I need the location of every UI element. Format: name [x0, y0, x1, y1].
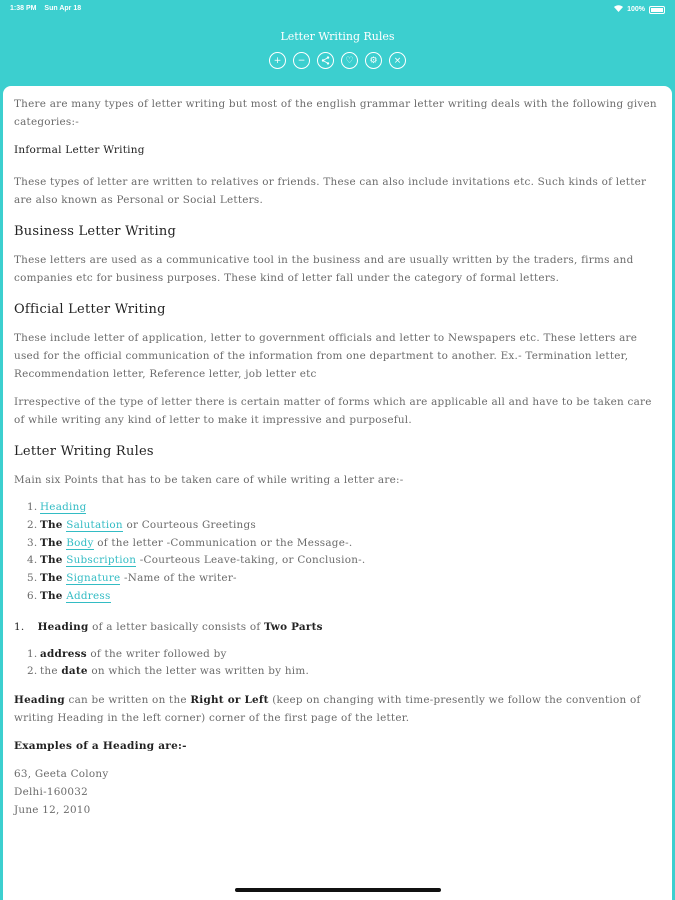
zoom-in-button[interactable]: [269, 52, 286, 69]
note-text: (keep on changing with time-presently we follow the convention of writing Heading in the left corner) corner of the first page of the letter.: [14, 693, 641, 724]
share-button[interactable]: [317, 52, 334, 69]
example-address: [14, 765, 661, 819]
part-pre: the: [40, 665, 58, 678]
rules-list: [14, 499, 661, 606]
address-line: Delhi-160032: [14, 785, 88, 798]
official-text: These include letter of application, letter to government officials and letter to Newspapers etc. These letters are used for the official communication of the information from one department to another. Ex.- Termination letter, Recommendation letter, Reference letter, job letter etc: [14, 332, 638, 380]
business-text: These letters are used as a communicative tool in the business and are usually written by the traders, firms and companies etc for business purposes. These kind of letter fall under the category of formal letters.: [14, 254, 634, 284]
toolbar: [0, 52, 675, 69]
heading-bold: Heading: [37, 620, 89, 633]
heading-note: [14, 691, 661, 727]
rule-suffix: -Name of the writer-: [124, 572, 237, 585]
status-date: Sun Apr 18: [44, 5, 82, 12]
rule-prefix: The: [40, 536, 63, 549]
business-heading: Business Letter Writing: [14, 224, 177, 239]
battery-percent: 100%: [627, 6, 645, 13]
body-link[interactable]: Body: [66, 536, 94, 549]
heading-parts-intro: [14, 618, 661, 636]
favorite-button[interactable]: [341, 52, 358, 69]
rule-prefix: The: [40, 518, 63, 531]
page-title: Letter Writing Rules: [280, 30, 395, 43]
minus-icon: −: [297, 55, 306, 66]
address-link[interactable]: Address: [66, 589, 111, 602]
rule-suffix: of the letter -Communication or the Message-.: [97, 536, 353, 549]
part-text: on which the letter was written by him.: [91, 665, 310, 678]
gear-icon: ⚙: [369, 55, 378, 66]
list-item: [27, 570, 661, 588]
irrespective-text: Irrespective of the type of letter there is certain matter of forms which are applicable all and have to be taken care of while writing any kind of letter to make it impressive and purposeful.: [14, 396, 652, 426]
status-time: 1:38 PM: [10, 5, 37, 12]
list-number: 2.: [27, 665, 38, 678]
settings-button[interactable]: [365, 52, 382, 69]
address-line: 63, Geeta Colony: [14, 767, 109, 780]
status-bar: [0, 0, 675, 18]
two-parts-bold: Two Parts: [264, 620, 323, 633]
part-bold: address: [40, 647, 87, 660]
rule-suffix: or Courteous Greetings: [126, 518, 256, 531]
list-item: [27, 663, 661, 681]
heading-parts-list: [14, 646, 661, 681]
examples-heading: Examples of a Heading are:-: [14, 739, 187, 752]
list-number: 4.: [27, 554, 38, 567]
intro-text: There are many types of letter writing but most of the english grammar letter writing deals with the following given categories:-: [14, 98, 657, 128]
list-number: 6.: [27, 589, 38, 602]
heading-item-text: of a letter basically consists of: [92, 620, 261, 633]
list-item: [27, 535, 661, 553]
informal-heading: Informal Letter Writing: [14, 144, 145, 156]
close-icon: ×: [393, 55, 402, 66]
rule-prefix: The: [40, 554, 63, 567]
list-number: 1.: [27, 647, 38, 660]
close-button[interactable]: [389, 52, 406, 69]
signature-link[interactable]: Signature: [66, 572, 121, 585]
battery-icon: [649, 6, 665, 14]
rule-suffix: -Courteous Leave-taking, or Conclusion-.: [139, 554, 366, 567]
list-item: [27, 517, 661, 535]
wifi-icon: [614, 5, 623, 14]
rules-heading: Letter Writing Rules: [14, 444, 154, 459]
address-line: June 12, 2010: [14, 803, 91, 816]
note-bold: Heading: [14, 693, 65, 706]
part-bold: date: [61, 665, 88, 678]
part-text: of the writer followed by: [90, 647, 227, 660]
note-bold: Right or Left: [190, 693, 269, 706]
informal-text: These types of letter are written to relatives or friends. These can also include invitations etc. Such kinds of letter are also known as Personal or Social Letters.: [14, 176, 647, 206]
list-number: 5.: [27, 572, 38, 585]
rules-intro: Main six Points that has to be taken care of while writing a letter are:-: [14, 474, 404, 486]
list-item: [27, 499, 661, 517]
list-number: 1.: [14, 620, 25, 633]
official-heading: Official Letter Writing: [14, 302, 166, 317]
heart-icon: ♡: [345, 55, 354, 66]
subscription-link[interactable]: Subscription: [66, 554, 137, 567]
share-icon: [321, 56, 330, 65]
heading-link[interactable]: Heading: [40, 501, 87, 513]
article-content: [3, 86, 672, 900]
salutation-link[interactable]: Salutation: [66, 518, 123, 531]
rule-prefix: The: [40, 589, 63, 602]
list-number: 2.: [27, 518, 38, 531]
list-item: [27, 552, 661, 570]
plus-icon: +: [273, 55, 282, 66]
list-number: 1.: [27, 501, 38, 513]
list-item: [27, 646, 661, 664]
list-number: 3.: [27, 536, 38, 549]
zoom-out-button[interactable]: [293, 52, 310, 69]
rule-prefix: The: [40, 572, 63, 585]
home-indicator[interactable]: [235, 888, 441, 892]
list-item: [27, 588, 661, 606]
note-text: can be written on the: [68, 693, 187, 706]
